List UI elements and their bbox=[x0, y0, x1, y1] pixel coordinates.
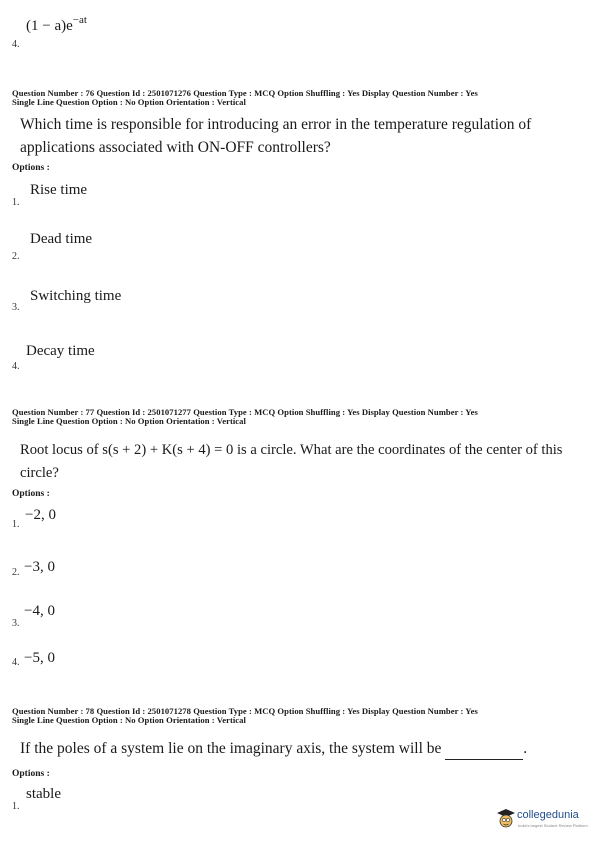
q78-meta-line2: Single Line Question Option : No Option Orientation : Vertical bbox=[12, 715, 246, 725]
q78-meta-line1: Question Number : 78 Question Id : 2501071278 Question Type : MCQ Option Shuffling : Yes Display Question Number : Yes bbox=[12, 706, 478, 716]
q77-option-3-number: 3. bbox=[12, 618, 20, 629]
q76-meta-line1: Question Number : 76 Question Id : 2501071276 Question Type : MCQ Option Shuffling : Yes Display Question Number : Yes bbox=[12, 88, 478, 98]
q76-options-label: Options : bbox=[12, 163, 50, 173]
q76-question-text: Which time is responsible for introducing an error in the temperature regulation of applications associated with ON-OFF controllers? bbox=[20, 116, 532, 156]
q76-option-4-number: 4. bbox=[12, 361, 20, 372]
q78-option-1-text[interactable]: stable bbox=[26, 786, 61, 802]
q77-options-label: Options : bbox=[12, 489, 50, 499]
q77-option-2-text[interactable]: −3, 0 bbox=[24, 559, 55, 575]
expression-exponent: −at bbox=[72, 14, 87, 26]
graduate-mascot-icon bbox=[496, 808, 516, 830]
brand-name: collegedunia bbox=[517, 809, 579, 821]
prev-option-expression bbox=[26, 14, 87, 35]
prev-option-number: 4. bbox=[12, 39, 20, 50]
q76-option-1-number: 1. bbox=[12, 197, 20, 208]
answer-blank bbox=[445, 745, 523, 760]
q76-option-3-number: 3. bbox=[12, 302, 20, 313]
q77-option-3-text[interactable]: −4, 0 bbox=[24, 603, 55, 619]
q77-question-text: Root locus of s(s + 2) + K(s + 4) = 0 is a circle. What are the coordinates of the center of this circle? bbox=[20, 442, 563, 481]
q77-option-4-text[interactable]: −5, 0 bbox=[24, 650, 55, 666]
q76-option-2-text[interactable]: Dead time bbox=[30, 231, 93, 247]
q78-question-text bbox=[20, 737, 590, 760]
q77-option-2-number: 2. bbox=[12, 567, 20, 578]
q77-meta-line2: Single Line Question Option : No Option Orientation : Vertical bbox=[12, 416, 246, 426]
brand-tagline: India's largest Student Review Platform bbox=[518, 823, 588, 828]
q77-option-1-text[interactable]: −2, 0 bbox=[25, 507, 56, 523]
collegedunia-logo bbox=[496, 806, 592, 836]
q78-question-body: If the poles of a system lie on the imaginary axis, the system will be bbox=[20, 740, 442, 757]
q76-option-3-text[interactable]: Switching time bbox=[30, 288, 122, 304]
q78-options-label: Options : bbox=[12, 769, 50, 779]
q76-option-4-text[interactable]: Decay time bbox=[26, 343, 95, 359]
q78-question-end: . bbox=[523, 740, 528, 757]
q76-option-1-text[interactable]: Rise time bbox=[30, 182, 88, 198]
q77-option-4-number: 4. bbox=[12, 657, 20, 668]
q76-option-2-number: 2. bbox=[12, 251, 20, 262]
q77-meta-line1: Question Number : 77 Question Id : 2501071277 Question Type : MCQ Option Shuffling : Yes Display Question Number : Yes bbox=[12, 407, 478, 417]
q76-meta-line2: Single Line Question Option : No Option Orientation : Vertical bbox=[12, 97, 246, 107]
q78-option-1-number: 1. bbox=[12, 801, 20, 812]
expression-base: (1 − a)e bbox=[26, 18, 73, 34]
q77-option-1-number: 1. bbox=[12, 519, 20, 530]
